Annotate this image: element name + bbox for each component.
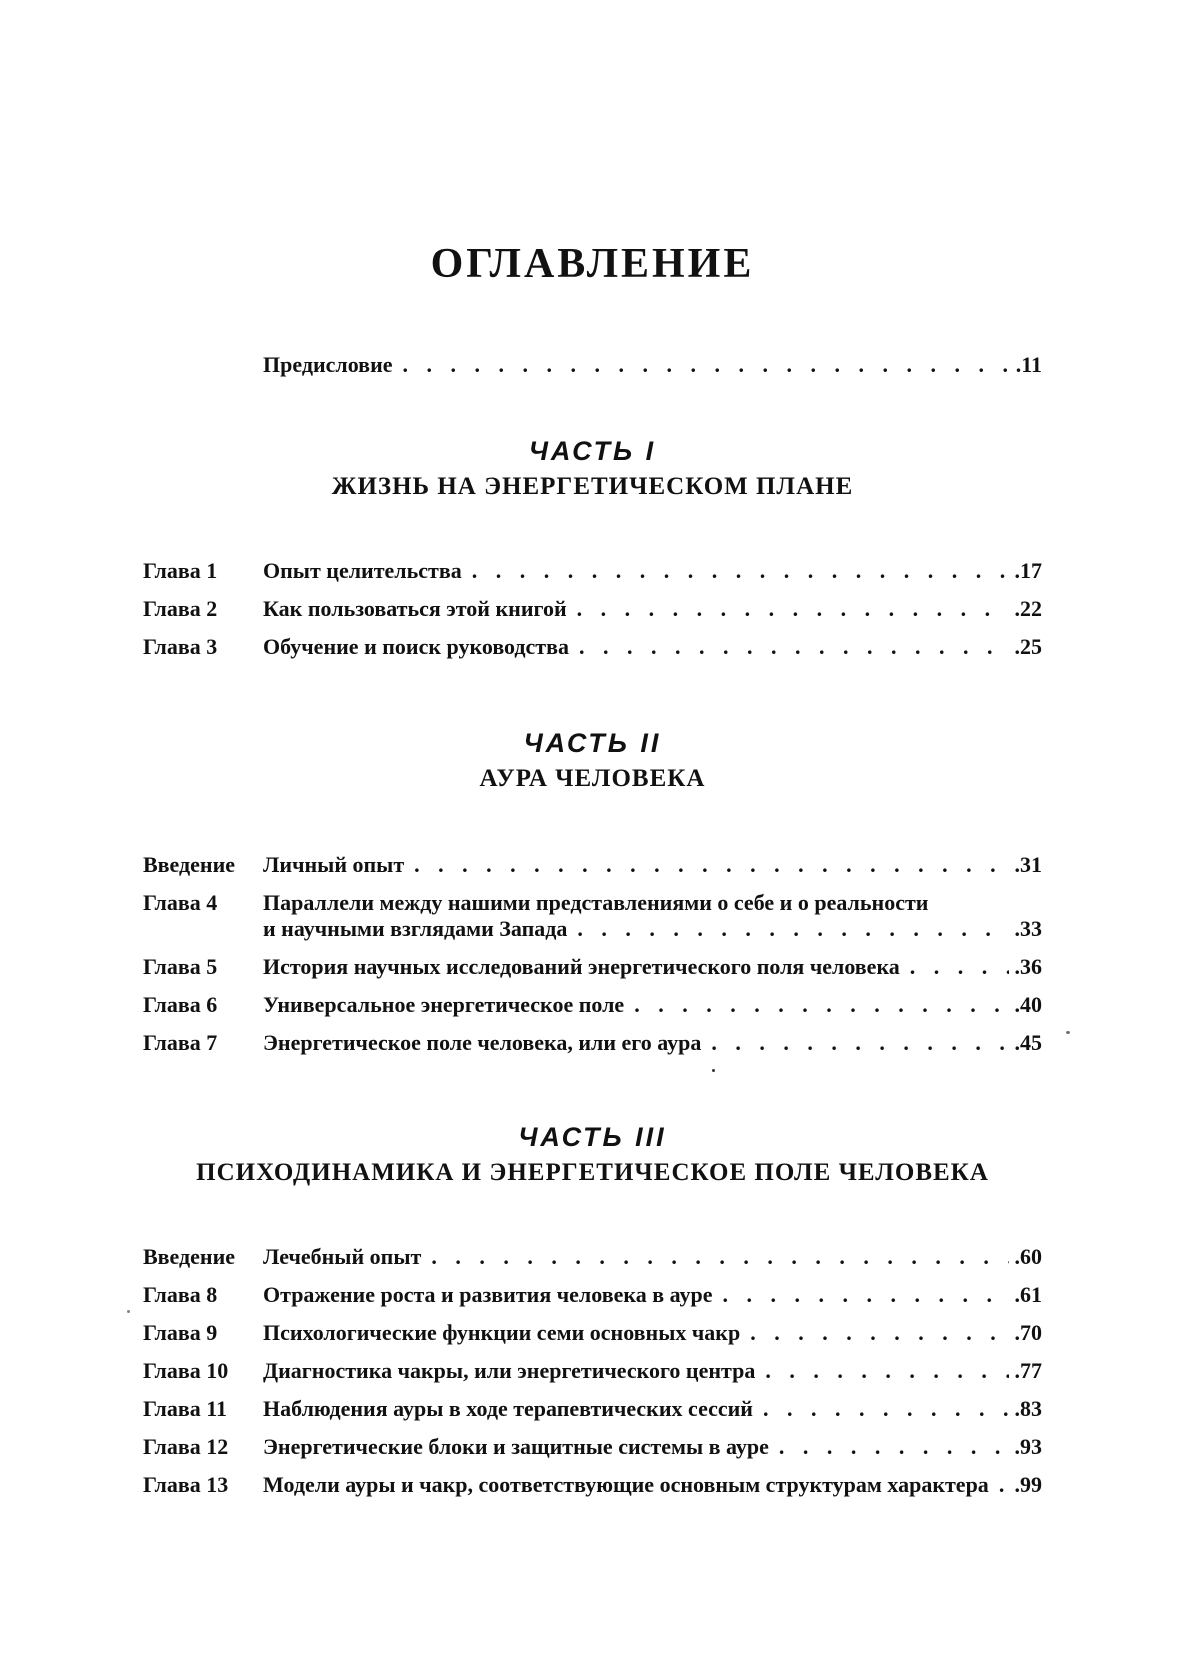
entry-title: Психологические функции семи основных чакр [263, 1320, 741, 1345]
scan-artifact [1066, 1031, 1070, 1034]
entry-title: Личный опыт [263, 852, 405, 877]
dot-leader [431, 1244, 1008, 1270]
toc-entry [143, 1282, 1042, 1308]
entry-title: Как пользоваться этой книгой [263, 596, 567, 621]
page-number: .17 [1014, 558, 1042, 583]
page-number: .25 [1014, 634, 1042, 659]
scan-artifact [127, 1310, 130, 1313]
part-2-heading: ЧАСТЬ II [523, 728, 662, 758]
entry-title: Обучение и поиск руководства [263, 634, 569, 659]
entry-label: Введение [143, 852, 236, 877]
dot-leader [750, 1320, 1008, 1346]
part-3-rows [143, 1244, 1042, 1498]
entry-label: Введение [143, 1244, 236, 1269]
entry-label: Глава 11 [143, 1396, 228, 1421]
page-number: .93 [1014, 1434, 1042, 1459]
page-number: .99 [1014, 1472, 1042, 1497]
page-number: .36 [1014, 954, 1042, 979]
page-number: .33 [1014, 916, 1042, 941]
toc-entry [143, 992, 1042, 1018]
dot-leader [472, 558, 1009, 584]
entry-title: Наблюдения ауры в ходе терапевтических сессий [263, 1396, 753, 1421]
part-1-heading-block [143, 434, 1042, 504]
toc-entry-two-line [143, 890, 1042, 942]
part-3-subtitle: ПСИХОДИНАМИКА И ЭНЕРГЕТИЧЕСКОЕ ПОЛЕ ЧЕЛОВЕКА [196, 1159, 989, 1186]
dot-leader [779, 1434, 1009, 1460]
dot-leader [763, 1396, 1009, 1422]
toc-entry [143, 1434, 1042, 1460]
toc-entry [143, 1244, 1042, 1270]
dot-leader [711, 1030, 1008, 1056]
dot-leader [403, 352, 1010, 378]
part-1-subtitle: ЖИЗНЬ НА ЭНЕРГЕТИЧЕСКОМ ПЛАНЕ [331, 473, 854, 500]
entry-title: История научных исследований энергетического поля человека [263, 954, 900, 979]
toc-entry [143, 558, 1042, 584]
part-1-heading: ЧАСТЬ I [528, 436, 657, 466]
toc-entry [143, 1396, 1042, 1422]
entry-title-line-2: и научными взглядами Запада [263, 916, 568, 941]
toc-entry [143, 954, 1042, 980]
page-number: .31 [1014, 852, 1042, 877]
entry-title: Диагностика чакры, или энергетического центра [263, 1358, 756, 1383]
entry-label: Глава 9 [143, 1320, 218, 1345]
page-number: .22 [1014, 596, 1042, 621]
entry-lines [263, 890, 1042, 942]
toc-entry [143, 1030, 1042, 1056]
entry-title: Энергетические блоки и защитные системы в ауре [263, 1434, 769, 1459]
entry-label: Глава 8 [143, 1282, 218, 1307]
entry-title-line-1: Параллели между нашими представлениями о себе и о реальности [263, 890, 929, 915]
dot-leader [577, 916, 1008, 942]
page-title: ОГЛАВЛЕНИЕ [430, 241, 755, 287]
dot-leader [765, 1358, 1008, 1384]
toc-entry-preface [143, 352, 1042, 378]
entry-label: Глава 5 [143, 954, 218, 979]
entry-title-line-2-row [263, 916, 1042, 942]
entry-label: Глава 3 [143, 634, 218, 659]
dot-leader [910, 954, 1009, 980]
page-number: .60 [1014, 1244, 1042, 1269]
entry-title: Отражение роста и развития человека в ауре [263, 1282, 713, 1307]
part-2-heading-block [143, 726, 1042, 796]
dot-leader [414, 852, 1008, 878]
entry-label: Глава 7 [143, 1030, 218, 1055]
dot-leader [577, 596, 1009, 622]
toc-entry [143, 596, 1042, 622]
page-number: .77 [1014, 1358, 1042, 1383]
entry-label: Глава 2 [143, 596, 218, 621]
dot-leader [722, 1282, 1008, 1308]
page-number: .70 [1014, 1320, 1042, 1345]
dot-leader [634, 992, 1008, 1018]
entry-title: Опыт целительства [263, 558, 462, 583]
page-number: .40 [1014, 992, 1042, 1017]
dot-leader [579, 634, 1009, 660]
entry-title: Модели ауры и чакр, соответствующие основным структурам характера [263, 1472, 989, 1497]
page-number: .61 [1014, 1282, 1042, 1307]
page-number: .45 [1014, 1030, 1042, 1055]
entry-label: Глава 12 [143, 1434, 229, 1459]
toc-entry [143, 852, 1042, 878]
toc-entry [143, 1358, 1042, 1384]
entry-label: Глава 13 [143, 1472, 229, 1497]
entry-label: Глава 10 [143, 1358, 229, 1383]
entry-title: Предисловие [263, 352, 393, 377]
entry-title: Лечебный опыт [263, 1244, 422, 1269]
toc-entry [143, 1320, 1042, 1346]
part-2-subtitle: АУРА ЧЕЛОВЕКА [479, 765, 706, 792]
dot-leader [999, 1472, 1009, 1498]
page-number: .11 [1015, 352, 1042, 377]
entry-label: Глава 6 [143, 992, 218, 1017]
part-3-heading: ЧАСТЬ III [518, 1122, 667, 1152]
entry-label: Глава 4 [143, 890, 218, 915]
page-number: .83 [1014, 1396, 1042, 1421]
part-3-heading-block [143, 1120, 1042, 1190]
entry-title: Энергетическое поле человека, или его аура [263, 1030, 702, 1055]
toc-entry [143, 1472, 1042, 1498]
toc-entry [143, 634, 1042, 660]
part-2-rows [143, 852, 1042, 1056]
entry-label: Глава 1 [143, 558, 218, 583]
scan-artifact [712, 1069, 715, 1072]
entry-title: Универсальное энергетическое поле [263, 992, 625, 1017]
part-1-rows [143, 558, 1042, 660]
